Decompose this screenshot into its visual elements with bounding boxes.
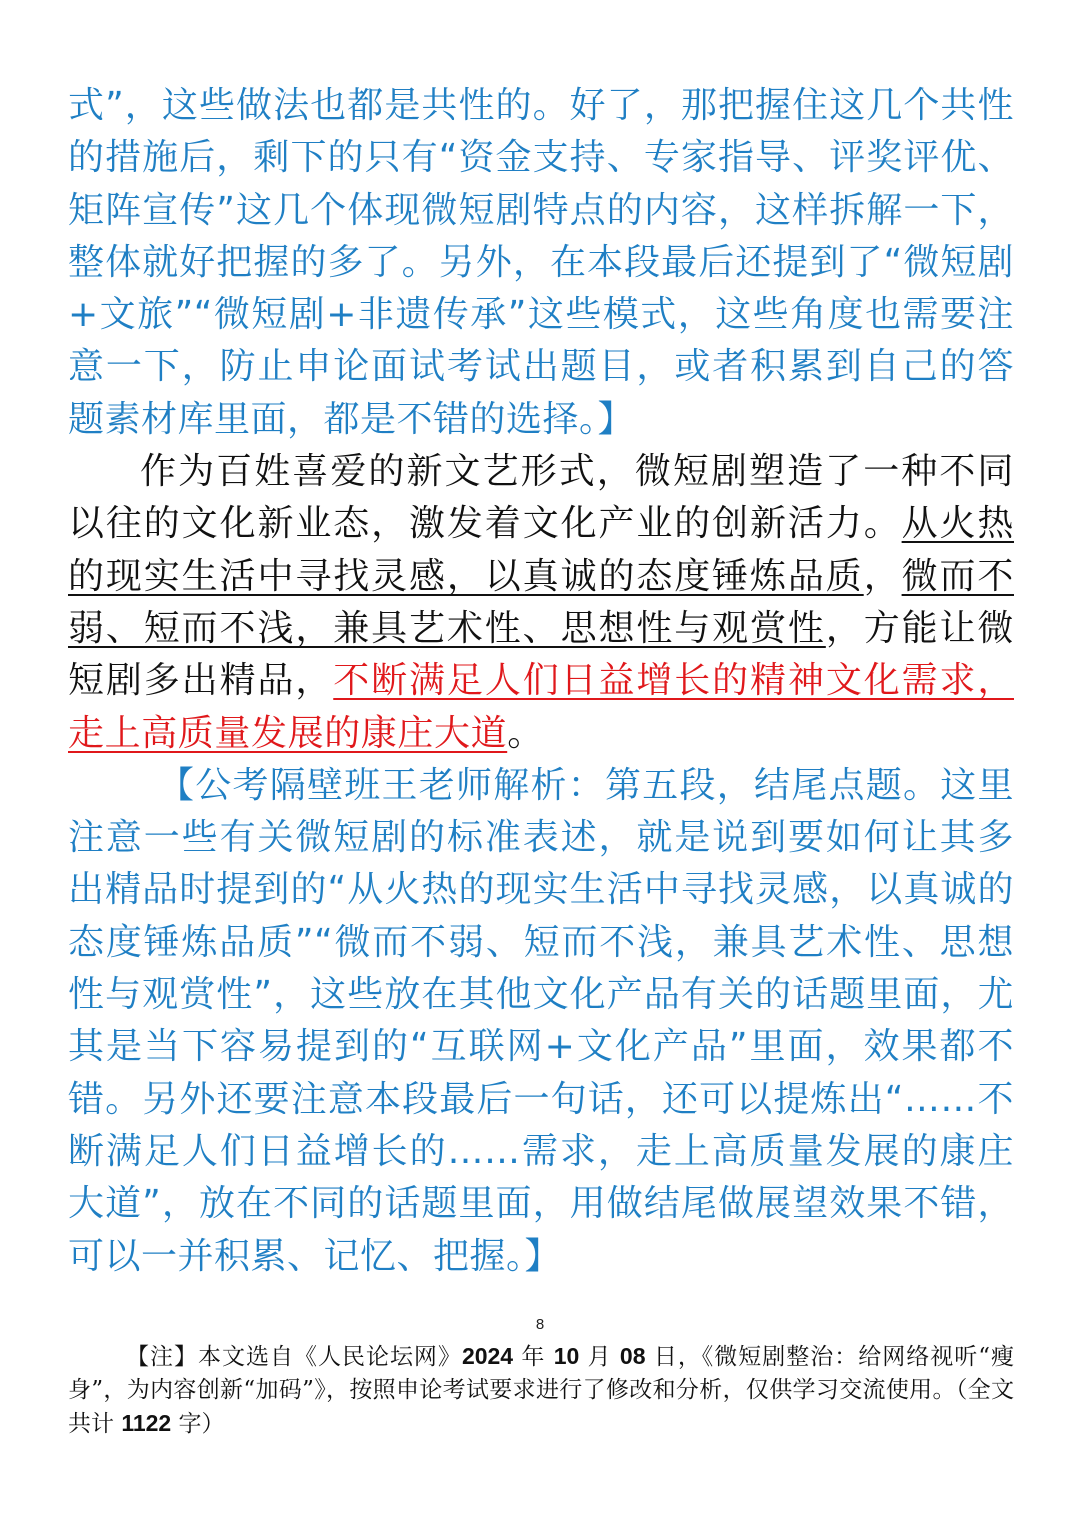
p5-end: 。 [507, 712, 544, 754]
p5-red-highlight: 不断满足人们日益增长的精神文化需求，走上高质量发展的康庄大道 [68, 660, 1014, 754]
note-year-label: 年 [513, 1344, 554, 1370]
note-count: 1122 [121, 1410, 172, 1436]
document-body [68, 80, 1014, 1283]
page-number: 8 [535, 1316, 545, 1333]
footnote [68, 1340, 1014, 1441]
p5-comma: ， [863, 555, 902, 597]
note-rest: 日，《微短剧整治：给网络视听“瘦身”，为内容创新“加码”》，按照申论考试要求进行了修改和分析，仅供学习交流使用。（全文共计 [68, 1344, 1015, 1437]
article-paragraph-5 [68, 446, 1014, 760]
note-month-label: 月 [579, 1344, 620, 1370]
note-suffix: 字） [171, 1411, 225, 1437]
analysis-paragraph-5: 【公考隔壁班王老师解析：第五段，结尾点题。这里注意一些有关微短剧的标准表述，就是说到要如何让其多出精品时提到的“从火热的现实生活中寻找灵感，以真诚的态度锤炼品质”“微而不弱、短而不浅，兼具艺术性、思想性与观赏性”，这些放在其他文化产品有关的话题里面，尤其是当下容易提到的“互联网+文化产品”里面，效果都不错。另外还要注意本段最后一句话，还可以提炼出“……不断满足人们日益增长的……需求，走上高质量发展的康庄大道”，放在不同的话题里面，用做结尾做展望效果不错，可以一并积累、记忆、把握。】 [68, 764, 1014, 1277]
analysis-paragraph-4-end: 式”，这些做法也都是共性的。好了，那把握住这几个共性的措施后，剩下的只有“资金支持、专家指导、评奖评优、矩阵宣传”这几个体现微短剧特点的内容，这样拆解一下，整体就好把握的多了。另外，在本段最后还提到了“微短剧+文旅”“微短剧+非遗传承”这些模式，这些角度也需要注意一下，防止申论面试考试出题目，或者积累到自己的答题素材库里面，都是不错的选择。】 [68, 85, 1014, 440]
p5-underlined-phrase-2: 微而不弱、短而不浅，兼具艺术性、思想性与观赏性 [68, 555, 1014, 649]
p5-intro: 作为百姓喜爱的新文艺形式，微短剧塑造了一种不同以往的文化新业态，激发着文化产业的创新活力。 [68, 451, 1014, 545]
p5-underlined-phrase-1: 从火热的现实生活中寻找灵感，以真诚的态度锤炼品质 [68, 503, 1014, 597]
note-month: 10 [553, 1343, 580, 1369]
note-year: 2024 [461, 1343, 514, 1369]
note-day: 08 [619, 1343, 646, 1369]
note-prefix: 【注】本文选自《人民论坛网》 [126, 1344, 462, 1370]
p5-middle: ，方能让微短剧多出精品， [68, 607, 1014, 702]
